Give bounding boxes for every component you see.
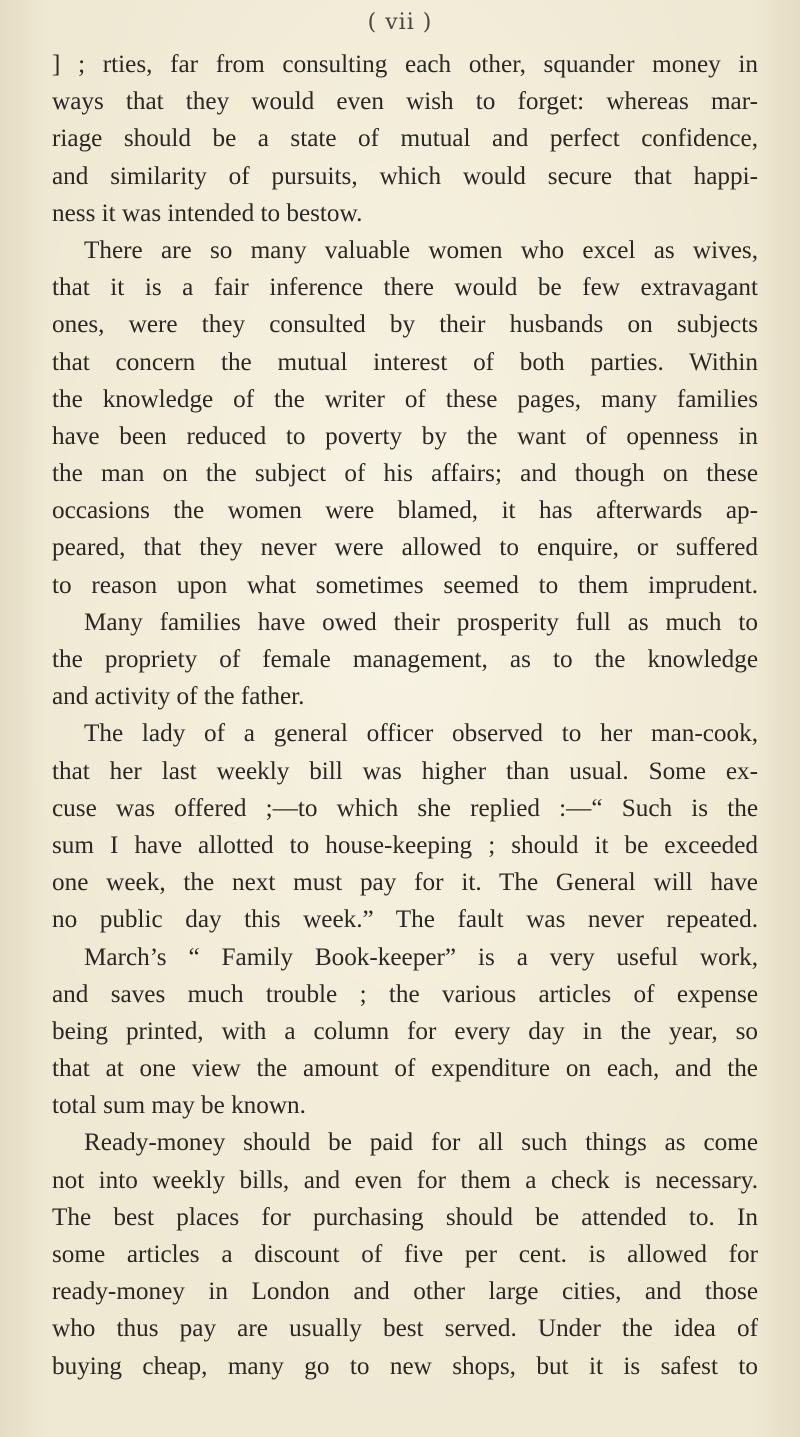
text-line: no public day this week.” The fault was never repeated. bbox=[52, 906, 758, 934]
page-number-heading: ( vii ) bbox=[367, 10, 433, 35]
text-line: ones, were they consulted by their husbands on subjects bbox=[52, 311, 758, 339]
paragraph-6 bbox=[52, 1124, 758, 1384]
text-line: buying cheap, many go to new shops, but it is safest to bbox=[52, 1352, 758, 1380]
text-line: not into weekly bills, and even for them a check is necessary. bbox=[52, 1166, 758, 1194]
text-line: March’s “ Family Book-keeper” is a very useful work, bbox=[84, 943, 758, 971]
text-line: being printed, with a column for every day in the year, so bbox=[52, 1017, 758, 1045]
text-line: total sum may be known. bbox=[52, 1092, 306, 1120]
text-line: The lady of a general officer observed to her man-cook, bbox=[84, 720, 758, 748]
text-line: occasions the women were blamed, it has afterwards ap- bbox=[52, 497, 758, 525]
paragraph-3 bbox=[52, 604, 758, 716]
text-line: Ready-money should be paid for all such things as come bbox=[84, 1129, 758, 1157]
text-line: ] ; rties, far from consulting each other, squander money in bbox=[52, 51, 758, 78]
text-line: riage should be a state of mutual and perfect confidence, bbox=[52, 125, 758, 153]
text-line: and saves much trouble ; the various articles of expense bbox=[52, 980, 758, 1008]
text-line: that it is a fair inference there would be few extravagant bbox=[52, 274, 758, 302]
text-line: that concern the mutual interest of both parties. Within bbox=[52, 348, 758, 376]
text-line: ready-money in London and other large cities, and those bbox=[52, 1278, 758, 1306]
text-line: Many families have owed their prosperity full as much to bbox=[84, 608, 758, 636]
text-line: ness it was intended to bestow. bbox=[52, 199, 363, 227]
text-line: who thus pay are usually best served. Under the idea of bbox=[52, 1315, 758, 1343]
text-line: sum I have allotted to house-keeping ; should it be exceeded bbox=[52, 831, 758, 859]
text-line: the man on the subject of his affairs; and though on these bbox=[52, 460, 758, 488]
text-line: the knowledge of the writer of these pages, many families bbox=[52, 385, 758, 413]
text-line: The best places for purchasing should be attended to. In bbox=[52, 1203, 758, 1231]
text-line: that at one view the amount of expenditure on each, and the bbox=[52, 1055, 758, 1083]
paragraph-5 bbox=[52, 939, 758, 1125]
text-line: some articles a discount of five per cent. is allowed for bbox=[52, 1241, 758, 1268]
text-line: and activity of the father. bbox=[52, 683, 305, 711]
text-line: peared, that they never were allowed to enquire, or suffered bbox=[52, 534, 758, 562]
body-text bbox=[52, 46, 758, 1385]
paragraph-4 bbox=[52, 715, 758, 938]
paragraph-1 bbox=[52, 46, 758, 232]
text-line: the propriety of female management, as to the knowledge bbox=[52, 646, 758, 673]
text-line: have been reduced to poverty by the want of openness in bbox=[52, 422, 758, 450]
text-line: There are so many valuable women who excel as wives, bbox=[84, 236, 758, 264]
text-line: and similarity of pursuits, which would secure that happi- bbox=[52, 162, 758, 190]
paragraph-2 bbox=[52, 232, 758, 604]
text-line: cuse was offered ;—to which she replied :—“ Such is the bbox=[52, 794, 758, 822]
text-line: to reason upon what sometimes seemed to them imprudent. bbox=[52, 571, 758, 599]
text-line: one week, the next must pay for it. The General will have bbox=[52, 869, 758, 897]
text-line: ways that they would even wish to forget: whereas mar- bbox=[52, 88, 758, 116]
text-line: that her last weekly bill was higher than usual. Some ex- bbox=[52, 757, 758, 785]
